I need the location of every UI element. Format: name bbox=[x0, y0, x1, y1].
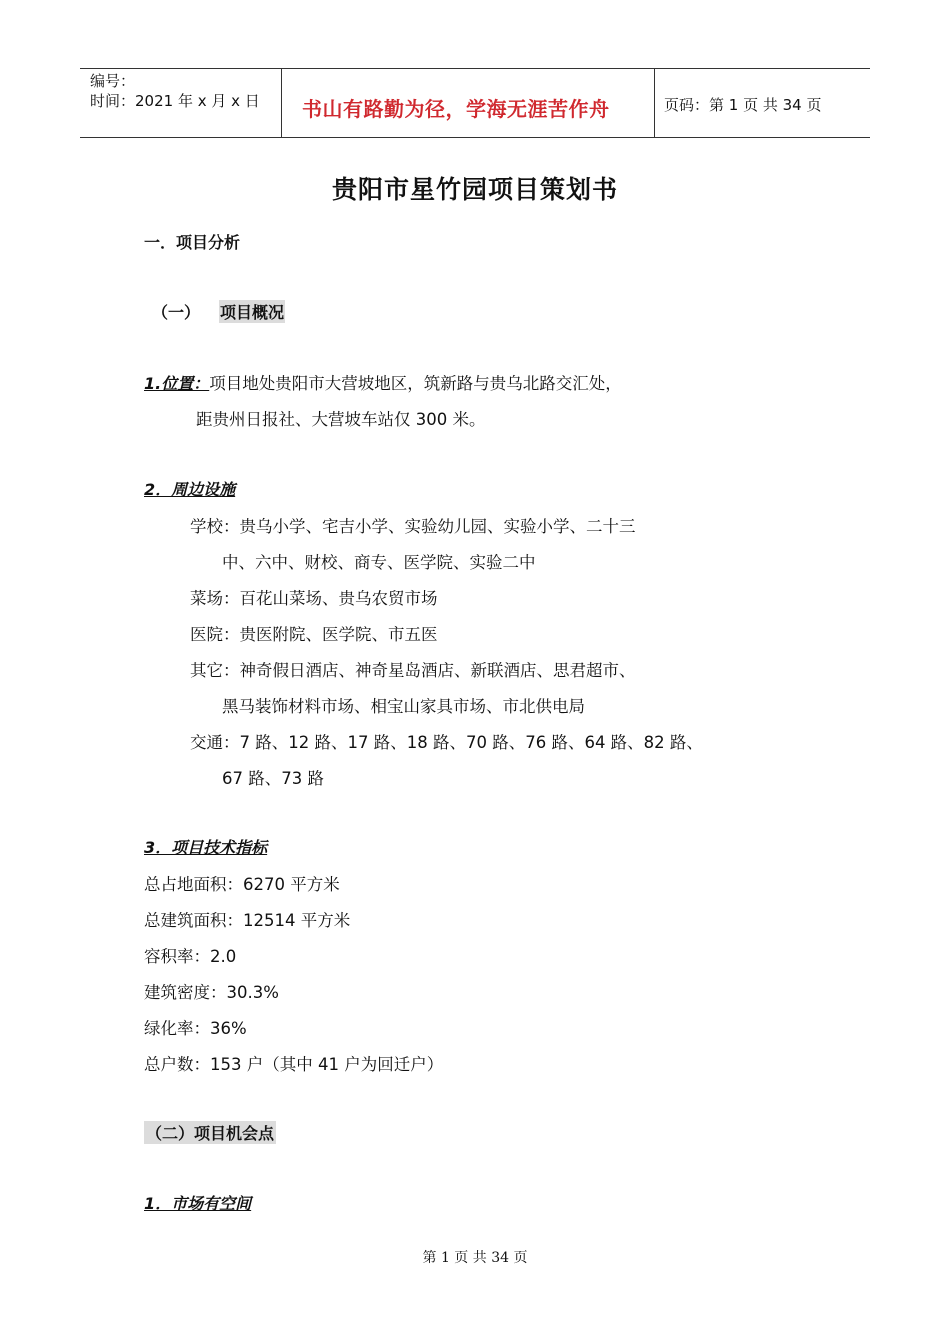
facilities-label: 2．周边设施 bbox=[144, 480, 236, 499]
subsection2-title: （二）项目机会点 bbox=[144, 1121, 276, 1144]
motto: 书山有路勤为径，学海无涯苦作舟 bbox=[302, 97, 610, 121]
header-divider bbox=[654, 69, 655, 137]
section-heading: 一．项目分析 bbox=[144, 233, 241, 252]
header-table bbox=[80, 68, 870, 138]
header-divider bbox=[281, 69, 282, 137]
schools-line1: 学校：贵乌小学、宅吉小学、实验幼儿园、实验小学、二十三 bbox=[190, 517, 636, 536]
building-density: 建筑密度：30.3% bbox=[144, 983, 279, 1002]
page-footer: 第 1 页 共 34 页 bbox=[422, 1250, 528, 1266]
other-line2: 黑马装饰材料市场、相宝山家具市场、市北供电局 bbox=[222, 697, 585, 716]
number-label: 编号： bbox=[90, 72, 136, 90]
location-label: 1.位置： bbox=[144, 374, 210, 393]
header-meta bbox=[90, 71, 260, 111]
hospital-line: 医院：贵医附院、医学院、市五医 bbox=[190, 625, 438, 644]
traffic-line2: 67 路、73 路 bbox=[222, 769, 324, 788]
market-line: 菜场：百花山菜场、贵乌农贸市场 bbox=[190, 589, 438, 608]
schools-line2: 中、六中、财校、商专、医学院、实验二中 bbox=[222, 553, 536, 572]
plot-ratio: 容积率：2.0 bbox=[144, 947, 237, 966]
subsection-number: （一） bbox=[152, 303, 201, 322]
indicators-label: 3．项目技术指标 bbox=[144, 838, 268, 857]
page-info: 页码：第 1 页 共 34 页 bbox=[664, 96, 822, 114]
green-ratio: 绿化率：36% bbox=[144, 1019, 247, 1038]
market-space-label: 1．市场有空间 bbox=[144, 1194, 252, 1213]
other-line1: 其它：神奇假日酒店、神奇星岛酒店、新联酒店、思君超市、 bbox=[190, 661, 636, 680]
time-label: 时间：2021 年 x 月 x 日 bbox=[90, 92, 260, 110]
land-area: 总占地面积：6270 平方米 bbox=[144, 875, 340, 894]
location-paragraph bbox=[144, 370, 622, 394]
location-line2: 距贵州日报社、大营坡车站仅 300 米。 bbox=[196, 410, 486, 429]
building-area: 总建筑面积：12514 平方米 bbox=[144, 911, 351, 930]
traffic-line1: 交通：7 路、12 路、17 路、18 路、70 路、76 路、64 路、82 路、 bbox=[190, 733, 703, 752]
subsection-title: 项目概况 bbox=[219, 300, 285, 323]
document-title: 贵阳市星竹园项目策划书 bbox=[331, 175, 618, 204]
location-line1: 项目地处贵阳市大营坡地区，筑新路与贵乌北路交汇处， bbox=[209, 374, 622, 393]
households: 总户数：153 户（其中 41 户为回迁户） bbox=[144, 1055, 444, 1074]
